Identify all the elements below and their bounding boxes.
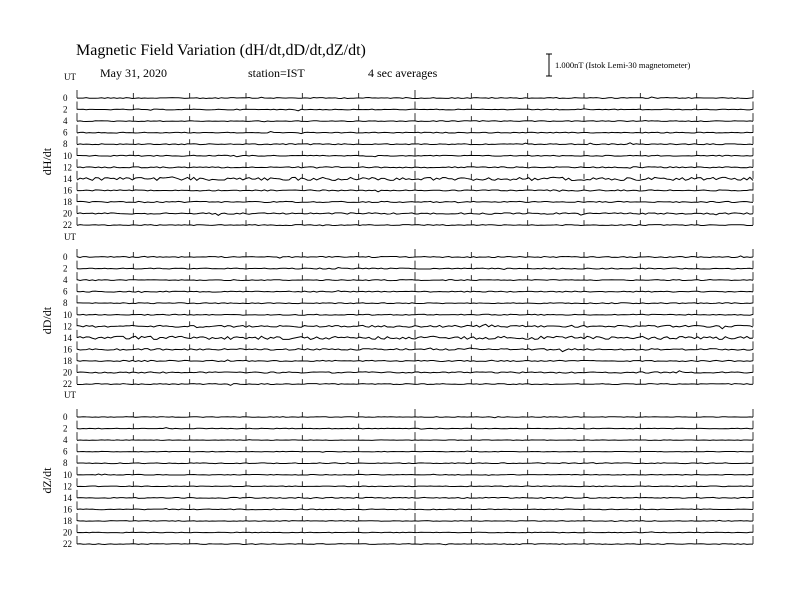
row-label: 20 [63,208,72,219]
panel-d [40,232,753,389]
chart-title: Magnetic Field Variation (dH/dt,dD/dt,dZ/dt) [76,42,366,59]
row-label: 14 [63,173,72,184]
ut-label: UT [64,72,76,82]
row-label: 2 [63,263,68,274]
trace-row [77,109,753,111]
row-label: 22 [63,379,72,390]
row-label: 4 [63,435,68,446]
row-label: 10 [63,309,72,320]
scale-bar [546,54,691,76]
row-label: 8 [63,458,68,469]
trace-row [77,440,753,441]
row-label: 10 [63,150,72,161]
row-label: 22 [63,539,72,550]
row-label: 2 [63,423,68,434]
panel-h [40,72,753,230]
row-label: 14 [63,492,72,503]
trace-row [77,544,753,545]
panel-z [40,390,753,549]
trace-row [77,121,753,122]
trace-row [77,451,753,452]
row-label: 0 [63,412,68,422]
row-label: 8 [63,139,68,150]
row-label: 4 [63,116,68,127]
row-label: 12 [63,481,72,492]
row-label: 0 [63,93,68,103]
station-label: station=IST [248,66,305,80]
row-label: 8 [63,298,68,309]
scale-bar-label: 1.000nT (Istok Lemi-30 magnetometer) [555,60,691,70]
panel-ylabel: dZ/dt [40,467,54,494]
row-label: 16 [63,344,72,355]
trace-row [77,417,753,418]
ut-label: UT [64,390,76,400]
date-label: May 31, 2020 [100,66,167,80]
trace-row [77,428,753,429]
trace-row [77,190,753,192]
trace-row [77,520,753,521]
row-label: 2 [63,104,68,115]
panels [40,72,753,549]
row-label: 18 [63,355,72,366]
row-label: 6 [63,127,68,138]
row-label: 6 [63,286,68,297]
row-label: 18 [63,196,72,207]
row-label: 10 [63,469,72,480]
row-label: 14 [63,332,72,343]
trace-row [77,167,753,169]
averaging-label: 4 sec averages [368,66,438,80]
row-label: 0 [63,252,68,262]
row-label: 16 [63,185,72,196]
row-label: 16 [63,504,72,515]
panel-ylabel: dH/dt [40,147,54,176]
trace-row [77,225,753,226]
row-label: 4 [63,275,68,286]
trace-row [77,303,753,304]
row-label: 20 [63,527,72,538]
row-label: 22 [63,220,72,231]
ut-label: UT [64,232,76,242]
trace-row [77,486,753,487]
trace-row [77,314,753,315]
panel-ylabel: dD/dt [40,306,54,335]
row-label: 12 [63,162,72,173]
row-label: 18 [63,515,72,526]
row-label: 20 [63,367,72,378]
row-label: 6 [63,446,68,457]
row-label: 12 [63,321,72,332]
